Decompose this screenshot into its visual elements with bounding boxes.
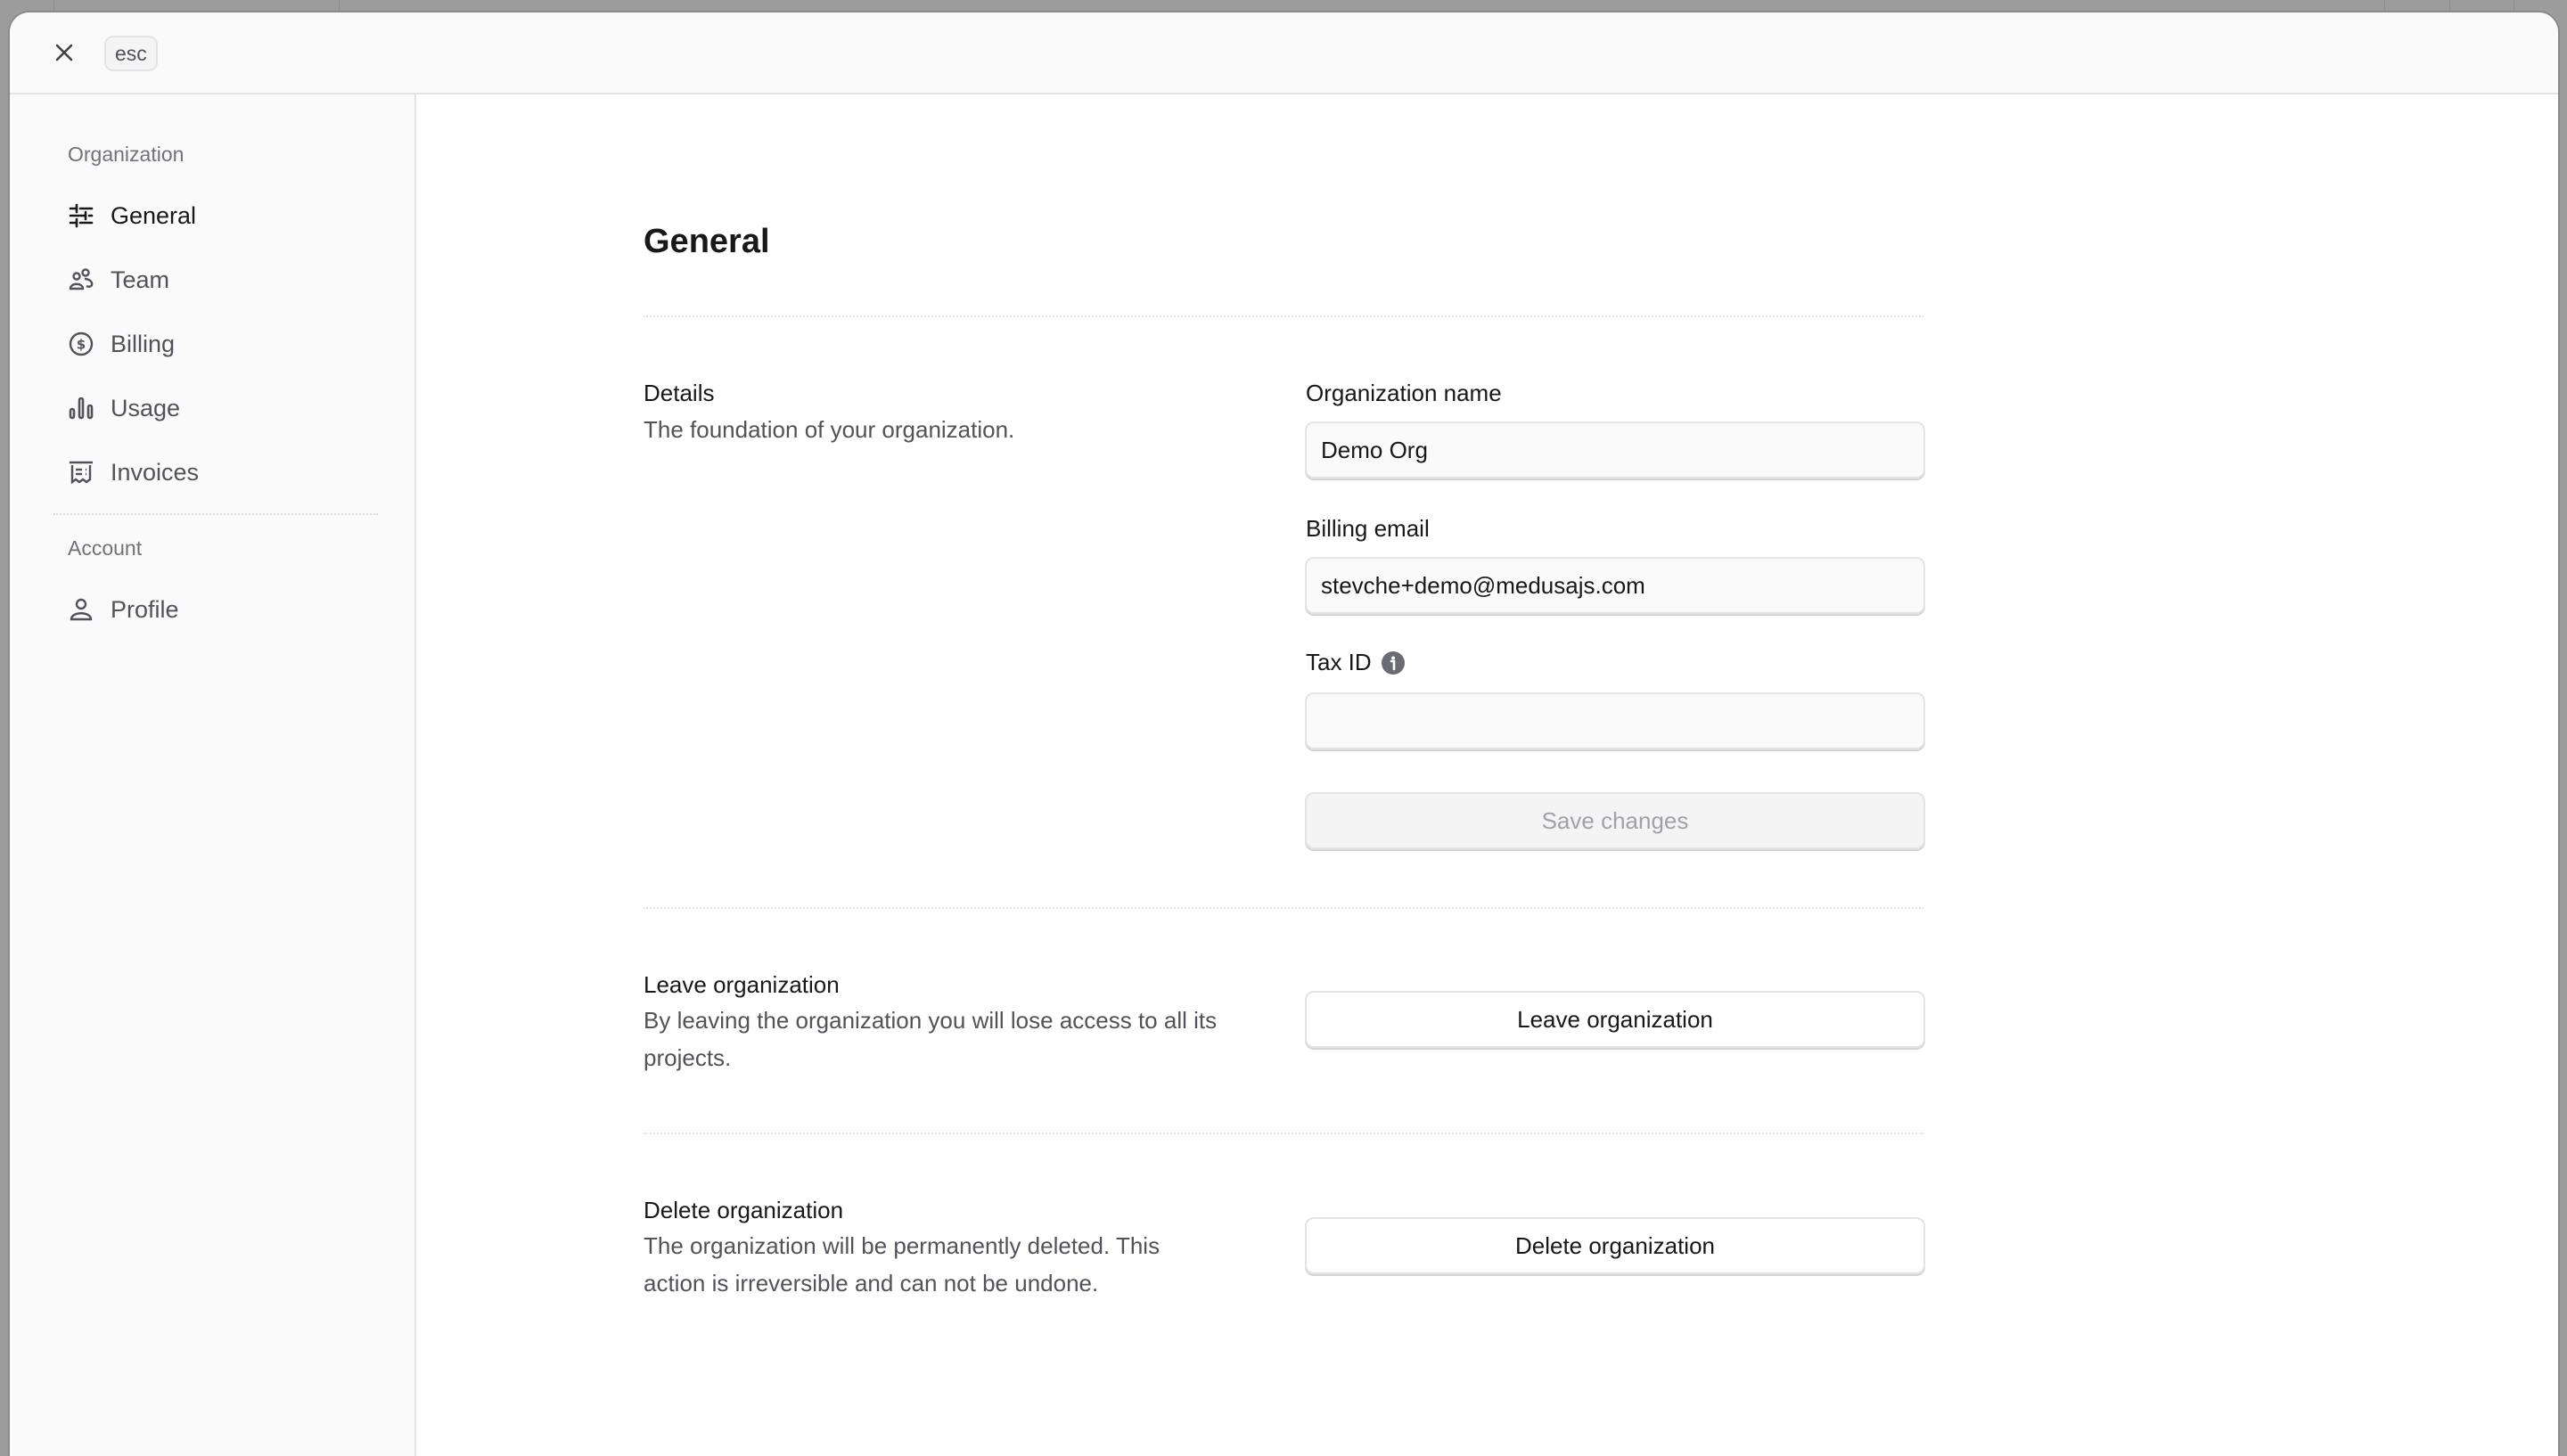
info-icon[interactable] xyxy=(1381,650,1406,675)
sidebar-item-label: Usage xyxy=(111,394,181,421)
delete-section-description: The organization will be permanently deleted. This action is irreversible and can not be undone. xyxy=(644,1232,1160,1296)
sidebar-item-label: Profile xyxy=(111,595,179,623)
dollar-circle-icon xyxy=(68,331,94,357)
sidebar-item-label: Billing xyxy=(111,330,176,357)
tax-id-input[interactable] xyxy=(1305,692,1925,749)
details-section-title: Details xyxy=(644,380,715,406)
settings-sidebar xyxy=(10,94,416,1456)
modal-header xyxy=(10,12,2558,94)
bar-chart-icon xyxy=(68,395,94,421)
sidebar-item-team[interactable] xyxy=(68,260,169,299)
sidebar-item-label: General xyxy=(111,201,197,229)
svg-text:$: $ xyxy=(76,336,86,353)
leave-section-description: By leaving the organization you will lose access to all its projects. xyxy=(644,1007,1218,1071)
section-divider xyxy=(644,907,1923,909)
sidebar-divider xyxy=(53,513,378,515)
sidebar-item-general[interactable] xyxy=(68,196,196,235)
leave-section-title: Leave organization xyxy=(644,971,840,998)
sidebar-item-label: Invoices xyxy=(111,458,200,486)
sliders-icon xyxy=(68,202,94,229)
sidebar-item-usage[interactable] xyxy=(68,389,180,428)
users-icon xyxy=(68,266,94,293)
receipt-icon xyxy=(68,459,94,486)
save-changes-button[interactable]: Save changes xyxy=(1305,792,1925,849)
close-button[interactable] xyxy=(51,39,78,66)
sidebar-item-profile[interactable] xyxy=(68,590,179,629)
esc-key-badge: esc xyxy=(104,36,158,71)
tax-id-label-row xyxy=(1306,649,1406,676)
close-icon xyxy=(53,42,75,63)
details-section-description: The foundation of your organization. xyxy=(644,416,1015,443)
section-divider xyxy=(644,1133,1923,1134)
organization-name-label: Organization name xyxy=(1306,380,1502,406)
billing-email-input[interactable] xyxy=(1305,557,1925,614)
tax-id-label: Tax ID xyxy=(1306,649,1372,675)
sidebar-section-organization: Organization xyxy=(68,143,185,166)
delete-organization-button[interactable]: Delete organization xyxy=(1305,1217,1925,1274)
settings-modal xyxy=(10,12,2558,1456)
sidebar-item-label: Team xyxy=(111,266,170,293)
user-icon xyxy=(68,596,94,623)
sidebar-item-billing[interactable] xyxy=(68,324,175,364)
sidebar-item-invoices[interactable] xyxy=(68,453,199,492)
leave-organization-button[interactable]: Leave organization xyxy=(1305,991,1925,1048)
page-title: General xyxy=(644,223,770,260)
organization-name-input[interactable] xyxy=(1305,421,1925,479)
sidebar-section-account: Account xyxy=(68,536,143,560)
billing-email-label: Billing email xyxy=(1306,515,1430,542)
delete-section-title: Delete organization xyxy=(644,1197,844,1223)
settings-content xyxy=(416,94,2558,1456)
section-divider xyxy=(644,315,1923,317)
